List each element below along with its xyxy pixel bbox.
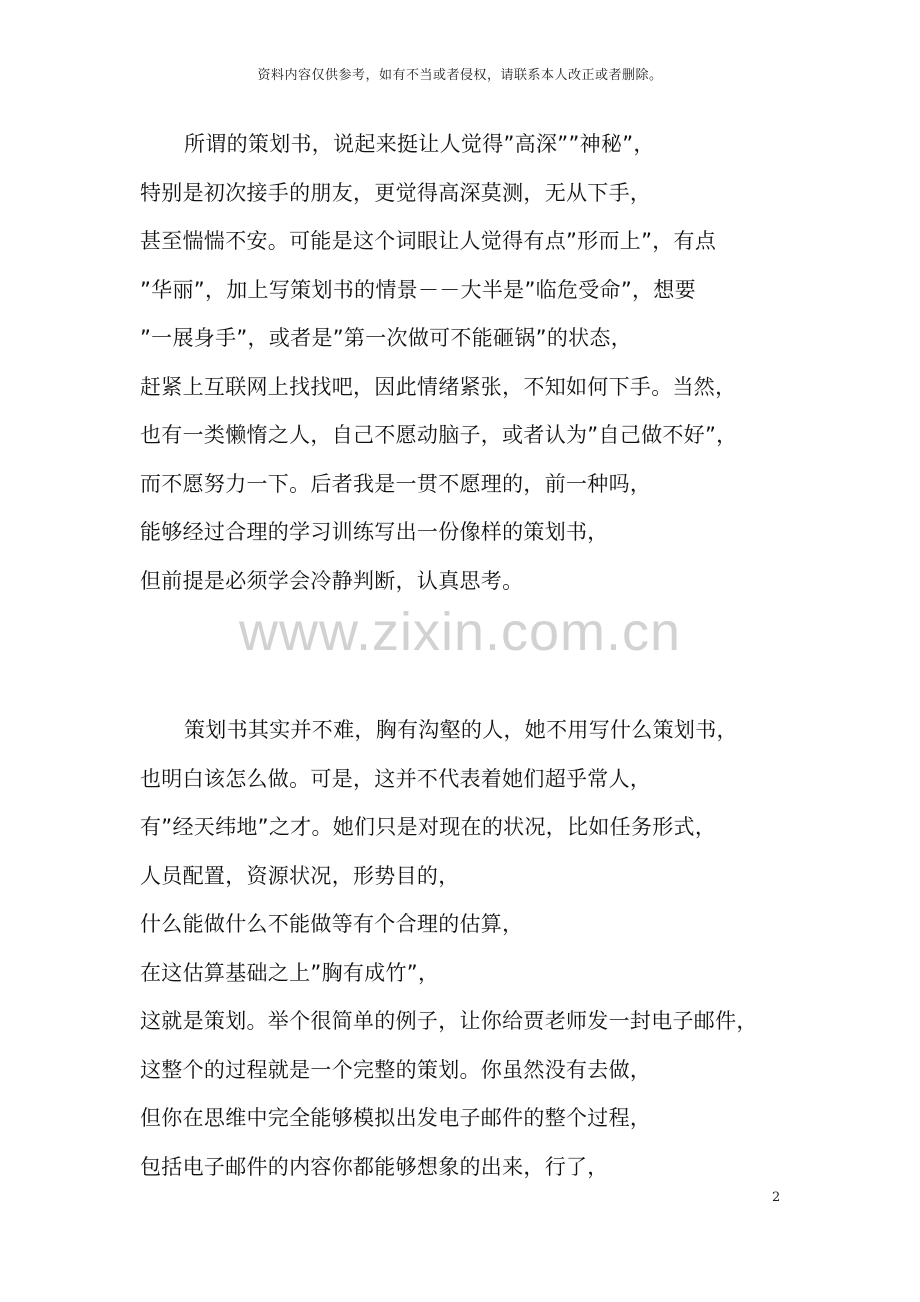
paragraph-2 (140, 706, 790, 1191)
paragraph-line: 这整个的过程就是一个完整的策划。你虽然没有去做， (140, 1057, 652, 1082)
page-number: 2 (772, 1190, 781, 1205)
paragraph-line: 包括电子邮件的内容你都能够想象的出来，行了， (140, 1154, 609, 1179)
paragraph-line: 赶紧上互联网上找找吧，因此情绪紧张，不知如何下手。当然， (140, 374, 737, 399)
paragraph-line: 有”经天纬地”之才。她们只是对现在的状况，比如任务形式， (140, 815, 717, 839)
paragraph-line: 能够经过合理的学习训练写出一份像样的策划书， (140, 520, 609, 544)
paragraph-line: 特别是初次接手的朋友，更觉得高深莫测，无从下手， (140, 180, 652, 205)
paragraph-line: 而不愿努力一下。后者我是一贯不愿理的，前一种吗， (140, 471, 652, 496)
paragraph-line: 人员配置，资源状况，形势目的， (140, 863, 460, 888)
paragraph-line: ”一展身手”，或者是”第一次做可不能砸锅”的状态， (140, 326, 633, 350)
paragraph-line: ”华丽”，加上写策划书的情景－－大半是”临危受命”，想要 (140, 277, 696, 302)
paragraph-line: 但前提是必须学会冷静判断，认真思考。 (140, 568, 524, 593)
paragraph-line: 但你在思维中完全能够模拟出发电子邮件的整个过程， (140, 1106, 652, 1130)
watermark: www.zixin.com.cn (238, 602, 682, 662)
paragraph-line: 这就是策划。举个很简单的例子，让你给贾老师发一封电子邮件， (140, 1009, 758, 1033)
page-header: 资料内容仅供参考，如有不当或者侵权，请联系本人改正或者删除。 (257, 68, 663, 83)
paragraph-line: 策划书其实并不难，胸有沟壑的人，她不用写什么策划书， (184, 718, 738, 742)
paragraph-line: 在这估算基础之上”胸有成竹”， (140, 960, 440, 985)
paragraph-line: 甚至惴惴不安。可能是这个词眼让人觉得有点”形而上”，有点 (140, 229, 717, 253)
paragraph-line: 也明白该怎么做。可是，这并不代表着她们超乎常人， (140, 766, 652, 791)
paragraph-line: 也有一类懒惰之人，自己不愿动脑子，或者认为”自己做不好”， (140, 423, 738, 447)
paragraph-1 (140, 120, 790, 605)
paragraph-line: 什么能做什么不能做等有个合理的估算， (140, 912, 524, 936)
paragraph-line: 所谓的策划书，说起来挺让人觉得”高深””神秘”， (184, 132, 655, 156)
